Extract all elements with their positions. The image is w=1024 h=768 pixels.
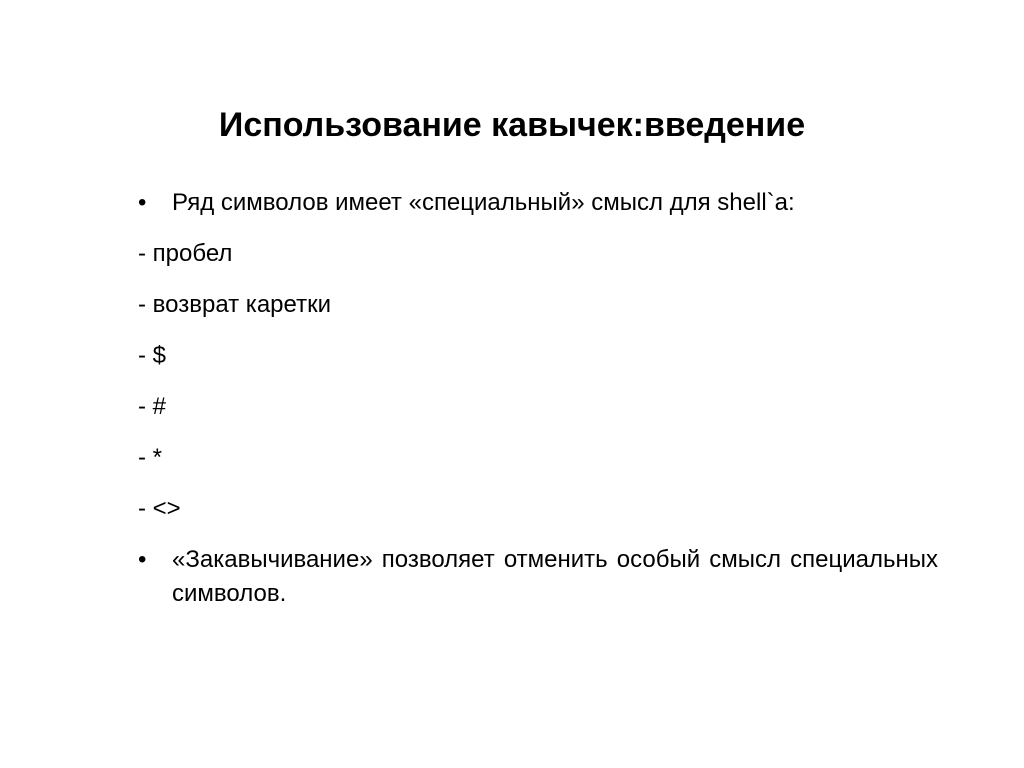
slide-body bbox=[138, 186, 938, 611]
dash-item-asterisk: - * bbox=[138, 444, 162, 471]
dash-item-space: - пробел bbox=[138, 240, 233, 267]
slide-title: Использование кавычек:введение bbox=[218, 106, 806, 144]
bullet-item-special-symbols bbox=[138, 186, 938, 220]
dash-item-carriage-return: - возврат каретки bbox=[138, 291, 331, 318]
bullet-icon: • bbox=[138, 189, 147, 216]
bullet-icon: • bbox=[138, 546, 147, 573]
dash-item-dollar: - $ bbox=[138, 342, 167, 369]
bullet-text: Ряд символов имеет «специальный» смысл для shell`a: bbox=[172, 189, 795, 216]
bullet-item-quoting bbox=[138, 543, 938, 611]
dash-item-hash: - # bbox=[138, 393, 167, 420]
dash-item-angle-brackets: - <> bbox=[138, 495, 181, 522]
bullet-text: «Закавычивание» позволяет отменить особый смысл специальных символов. bbox=[172, 546, 938, 607]
